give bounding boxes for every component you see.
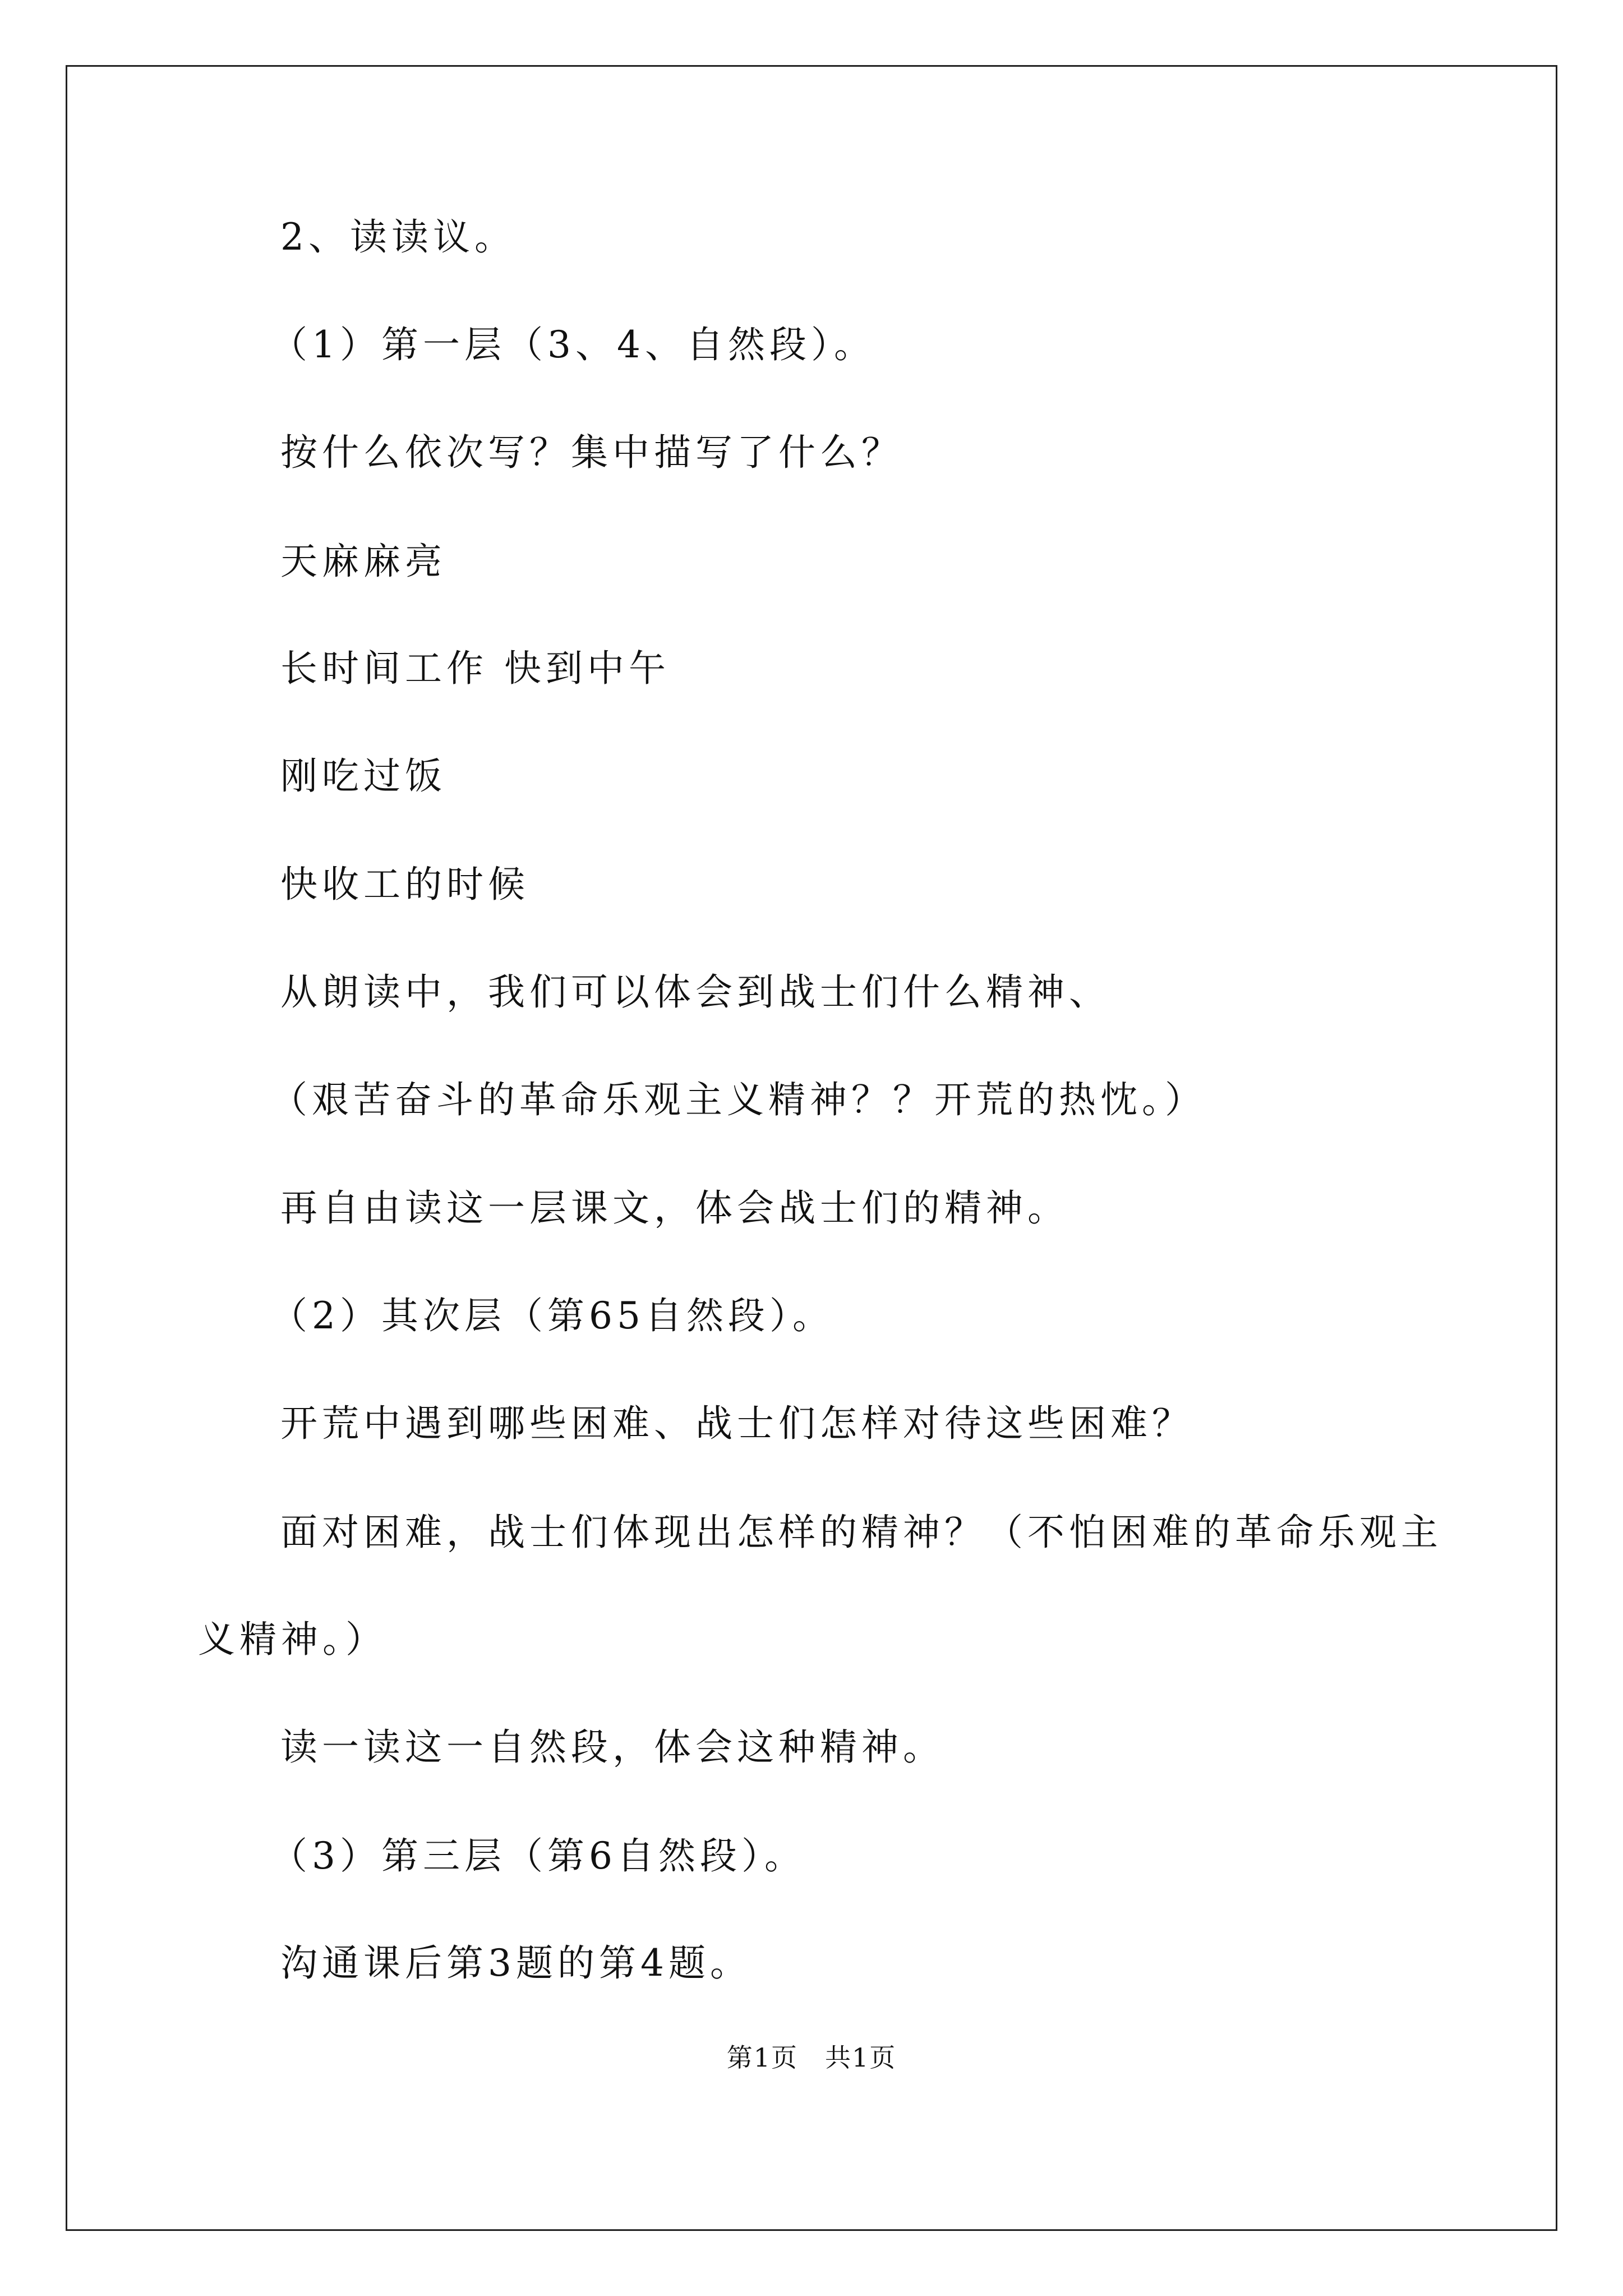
text-line-14: 义精神。） [198,1618,387,1661]
text-line-2: （1）第一层（3、4、自然段）。 [270,323,875,366]
text-line-4: 天麻麻亮 [280,540,446,583]
text-line-17: 沟通课后第3题的第4题。 [280,1941,751,1985]
text-line-12: 开荒中遇到哪些困难、战士们怎样对待这些困难？ [280,1402,1193,1445]
text-line-8: 从朗读中，我们可以体会到战士们什么精神、 [280,970,1110,1014]
text-line-7: 快收工的时候 [280,863,529,906]
text-line-9: （艰苦奋斗的革命乐观主义精神？？开荒的热忱。） [270,1078,1206,1121]
text-line-6: 刚吃过饭 [280,754,446,798]
text-line-5: 长时间工作 快到中午 [280,647,670,690]
text-line-3: 按什么依次写？集中描写了什么？ [280,431,903,474]
text-line-1: 2、读读议。 [280,215,516,259]
page-footer: 第1页 共1页 [726,2042,897,2073]
text-line-15: 读一读这一自然段，体会这种精神。 [280,1726,944,1769]
text-line-10: 再自由读这一层课文，体会战士们的精神。 [280,1186,1069,1230]
text-line-16: （3）第三层（第6自然段）。 [270,1834,806,1878]
text-line-11: （2）其次层（第65自然段）。 [270,1294,834,1337]
text-line-13: 面对困难，战士们体现出怎样的精神？（不怕困难的革命乐观主 [280,1511,1442,1554]
page-border [66,65,1557,2231]
